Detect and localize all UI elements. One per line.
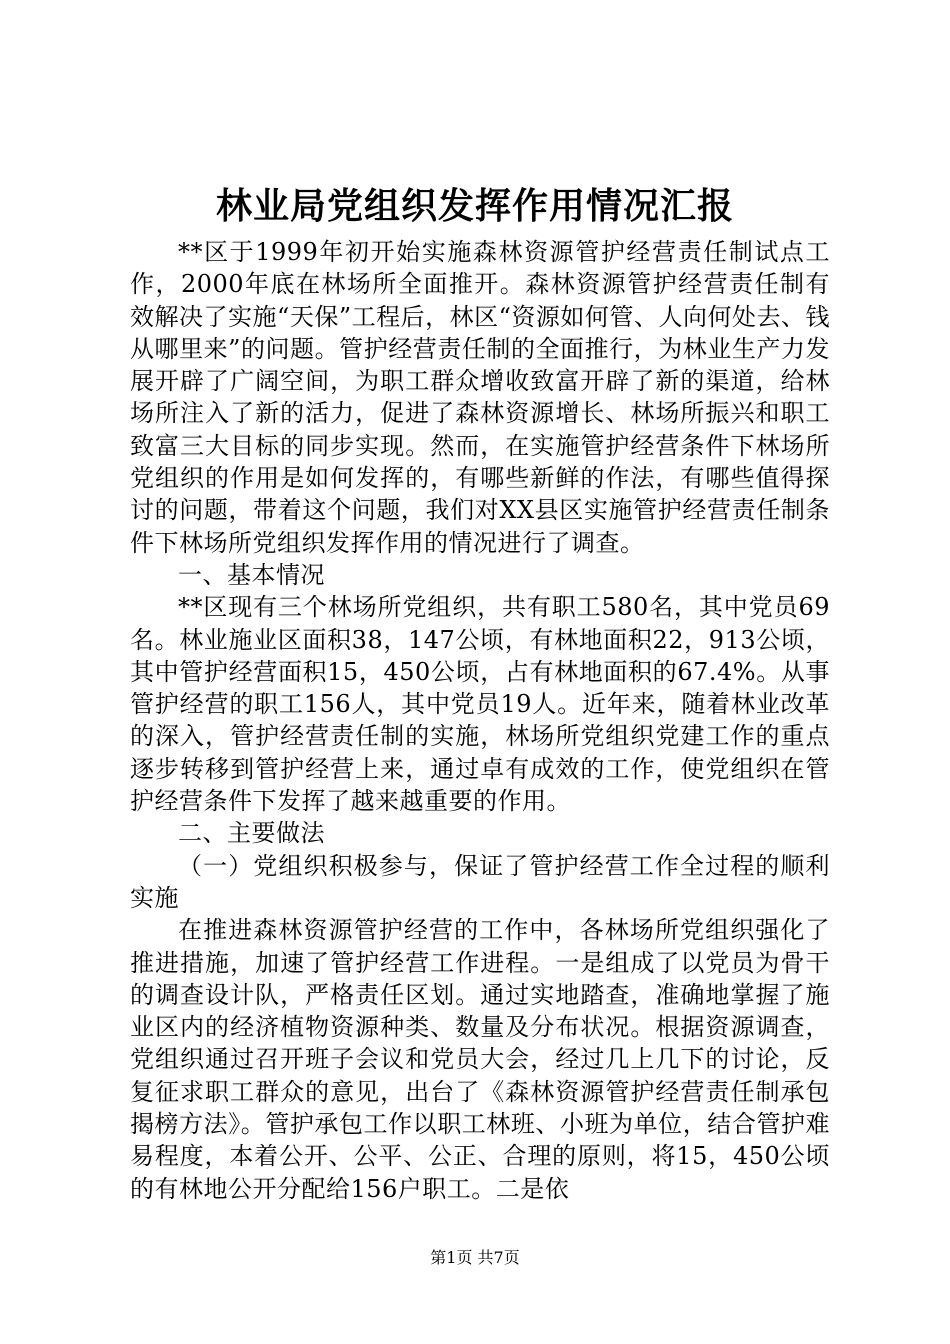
paragraph-basic: **区现有三个林场所党组织，共有职工580名，其中党员69名。林业施业区面积38，147公顷，有林地面积22，913公顷，其中管护经营面积15，450公顷，占有林地面积的67.4%。从事管护经营的职工156人，其中党员19人。近年来，随着林业改革的深入，管护经营责任制的实施，林场所党组织党建工作的重点逐步转移到管护经营上来，通过卓有成效的工作，使党组织在管护经营条件下发挥了越来越重要的作用。 (130, 593, 830, 816)
subsection-heading-1: （一）党组织积极参与，保证了管护经营工作全过程的顺利实施 (130, 851, 830, 912)
section-heading-methods: 二、主要做法 (178, 819, 325, 848)
section-heading-basic: 一、基本情况 (178, 560, 325, 589)
document-body (130, 236, 830, 1205)
paragraph-intro: **区于1999年初开始实施森林资源管护经营责任制试点工作，2000年底在林场所全面推开。森林资源管护经营责任制有效解决了实施“天保”工程后，林区“资源如何管、人向何处去、钱从哪里来”的问题。管护经营责任制的全面推行，为林业生产力发展开辟了广阔空间，为职工群众增收致富开辟了新的渠道，给林场所注入了新的活力，促进了森林资源增长、林场所振兴和职工致富三大目标的同步实现。然而，在实施管护经营条件下林场所党组织的作用是如何发挥的，有哪些新鲜的作法，有哪些值得探讨的问题，带着这个问题，我们对XX县区实施管护经营责任制条件下林场所党组织发挥作用的情况进行了调查。 (130, 238, 830, 557)
document-title: 林业局党组织发挥作用情况汇报 (215, 185, 734, 227)
paragraph-methods-1: 在推进森林资源管护经营的工作中，各林场所党组织强化了推进措施，加速了管护经营工作进程。一是组成了以党员为骨干的调查设计队，严格责任区划。通过实地踏查，准确地掌握了施业区内的经济植物资源种类、数量及分布状况。根据资源调查，党组织通过召开班子会议和党员大会，经过几上几下的讨论，反复征求职工群众的意见，出台了《森林资源管护经营责任制承包揭榜方法》。管护承包工作以职工林班、小班为单位，结合管护难易程度，本着公开、公平、公正、合理的原则，将15，450公顷的有林地公开分配给156户职工。二是依 (130, 916, 830, 1203)
page-footer: 第1页 共7页 (430, 1248, 520, 1267)
